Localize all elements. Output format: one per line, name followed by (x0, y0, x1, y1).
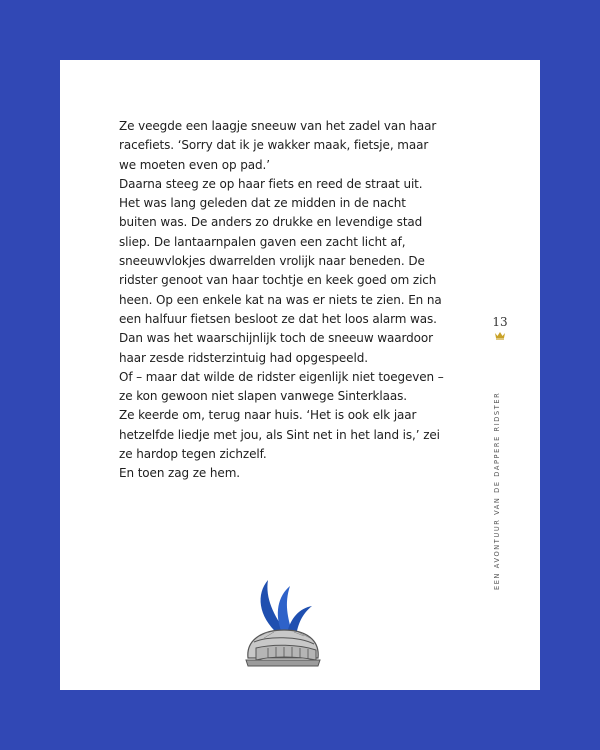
text-line: sliep. De lantaarnpalen gaven een zacht licht af, (119, 234, 406, 249)
text-line: Ze keerde om, terug naar huis. ‘Het is ook elk jaar (119, 408, 417, 423)
text-line: Dan was het waarschijnlijk toch de sneeuw waardoor (119, 331, 433, 346)
text-line: buiten was. De anders zo drukke en levendige stad (119, 215, 423, 230)
text-line: heen. Op een enkele kat na was er niets te zien. En na (119, 292, 442, 307)
page-number: 13 (492, 315, 508, 329)
text-line: hetzelfde liedje met jou, als Sint net in het land is,’ zei (119, 427, 440, 442)
text-line: ridster genoot van haar tochtje en keek goed om zich (119, 273, 437, 288)
text-line: Ze veegde een laagje sneeuw van het zadel van haar (119, 119, 437, 133)
text-line: haar zesde ridsterzintuig had opgespeeld. (119, 350, 368, 365)
running-title: EEN AVONTUUR VAN DE DAPPERE RIDSTER (493, 391, 501, 590)
crown-icon (494, 331, 506, 340)
story-text (119, 117, 449, 484)
knight-helmet-icon (238, 576, 328, 672)
text-line: we moeten even op pad.’ (119, 157, 270, 172)
book-page (60, 60, 540, 690)
text-line: En toen zag ze hem. (119, 466, 241, 481)
text-line: Het was lang geleden dat ze midden in de nacht (119, 196, 406, 211)
text-line: Of – maar dat wilde de ridster eigenlijk niet toegeven – (119, 369, 444, 384)
text-line: ze kon gewoon niet slapen vanwege Sinterklaas. (119, 389, 408, 404)
text-line: een halfuur fietsen besloot ze dat het loos alarm was. (119, 311, 437, 326)
text-line: racefiets. ‘Sorry dat ik je wakker maak, fietsje, maar (119, 138, 429, 153)
text-line: sneeuwvlokjes dwarrelden vrolijk naar beneden. De (119, 254, 425, 269)
text-line: ze hardop tegen zichzelf. (119, 447, 267, 462)
text-line: Daarna steeg ze op haar fiets en reed de straat uit. (119, 176, 423, 191)
